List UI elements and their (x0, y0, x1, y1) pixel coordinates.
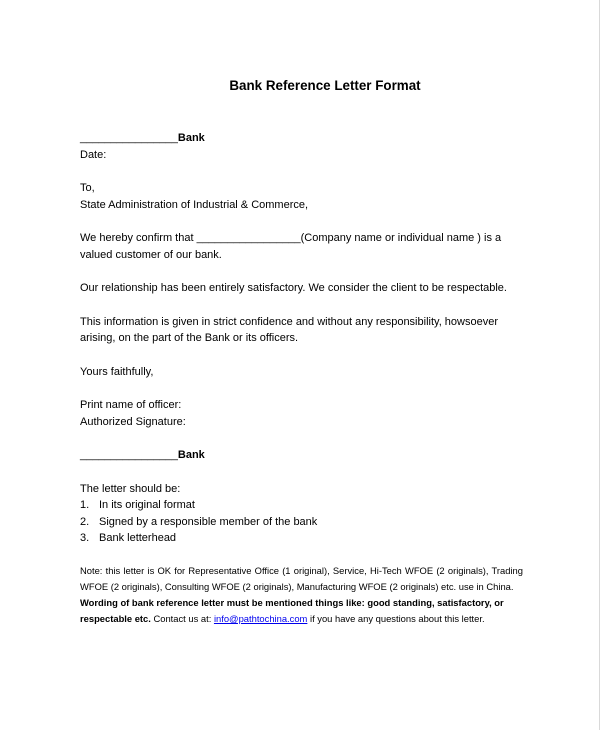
header-bank: Bank (177, 132, 205, 144)
footer-bank: Bank (177, 449, 205, 461)
print-name-label: Print name of officer: (80, 399, 182, 411)
list-text: Bank letterhead (99, 532, 177, 544)
requirements-intro: The letter should be: (80, 482, 181, 495)
note-paragraph: Note: this letter is OK for Representative Office (1 original), Service, Hi-Tech WFOE (2 originals), Trading WFOE (2 originals), Consulting WFOE (2 originals), Manufacturing WFOE (2 originals) etc. use in China. (80, 564, 523, 592)
document-title: Bank Reference Letter Format (229, 78, 421, 93)
list-number: 1. (80, 499, 90, 511)
confirm-blank: _________________ (196, 232, 301, 244)
footer-bank-line (80, 447, 523, 464)
contact-pre: Contact us at: (150, 613, 214, 625)
wording-bold: Wording of bank reference letter must be mentioned things like: good standing, satisfactory, or respectable etc. (80, 597, 504, 625)
date-label: Date: (80, 148, 107, 161)
contact-post: if you have any questions about this letter. (307, 613, 485, 625)
list-text: Signed by a responsible member of the bank (99, 515, 318, 528)
list-number: 2. (80, 515, 90, 528)
relationship-paragraph: Our relationship has been entirely satisfactory. We consider the client to be respectable. (80, 282, 507, 294)
signature-label: Authorized Signature: (80, 415, 186, 428)
list-item (80, 530, 523, 547)
confidence-paragraph: This information is given in strict confidence and without any responsibility, howsoever arising, on the part of the Bank or its officers. (80, 315, 498, 344)
addressee: State Administration of Industrial & Commerce, (80, 198, 309, 211)
header-bank-line (80, 130, 523, 147)
salutation-to: To, (80, 182, 95, 194)
confirm-pre: We hereby confirm that (80, 232, 194, 244)
list-number: 3. (80, 532, 90, 544)
closing: Yours faithfully, (80, 365, 154, 378)
contact-email-link[interactable]: info@pathtochina.com (213, 613, 308, 625)
confirm-post: (Company name or individual name ) is a valued customer of our bank. (80, 232, 502, 261)
header-blank: ________________ (80, 132, 178, 144)
letter-body (80, 130, 523, 628)
requirements-list (80, 497, 523, 547)
confirm-paragraph (80, 230, 523, 263)
wording-paragraph (80, 595, 523, 628)
footer-blank: ________________ (80, 449, 178, 461)
list-item (80, 514, 523, 531)
list-text: In its original format (99, 499, 195, 511)
list-item (80, 497, 523, 514)
